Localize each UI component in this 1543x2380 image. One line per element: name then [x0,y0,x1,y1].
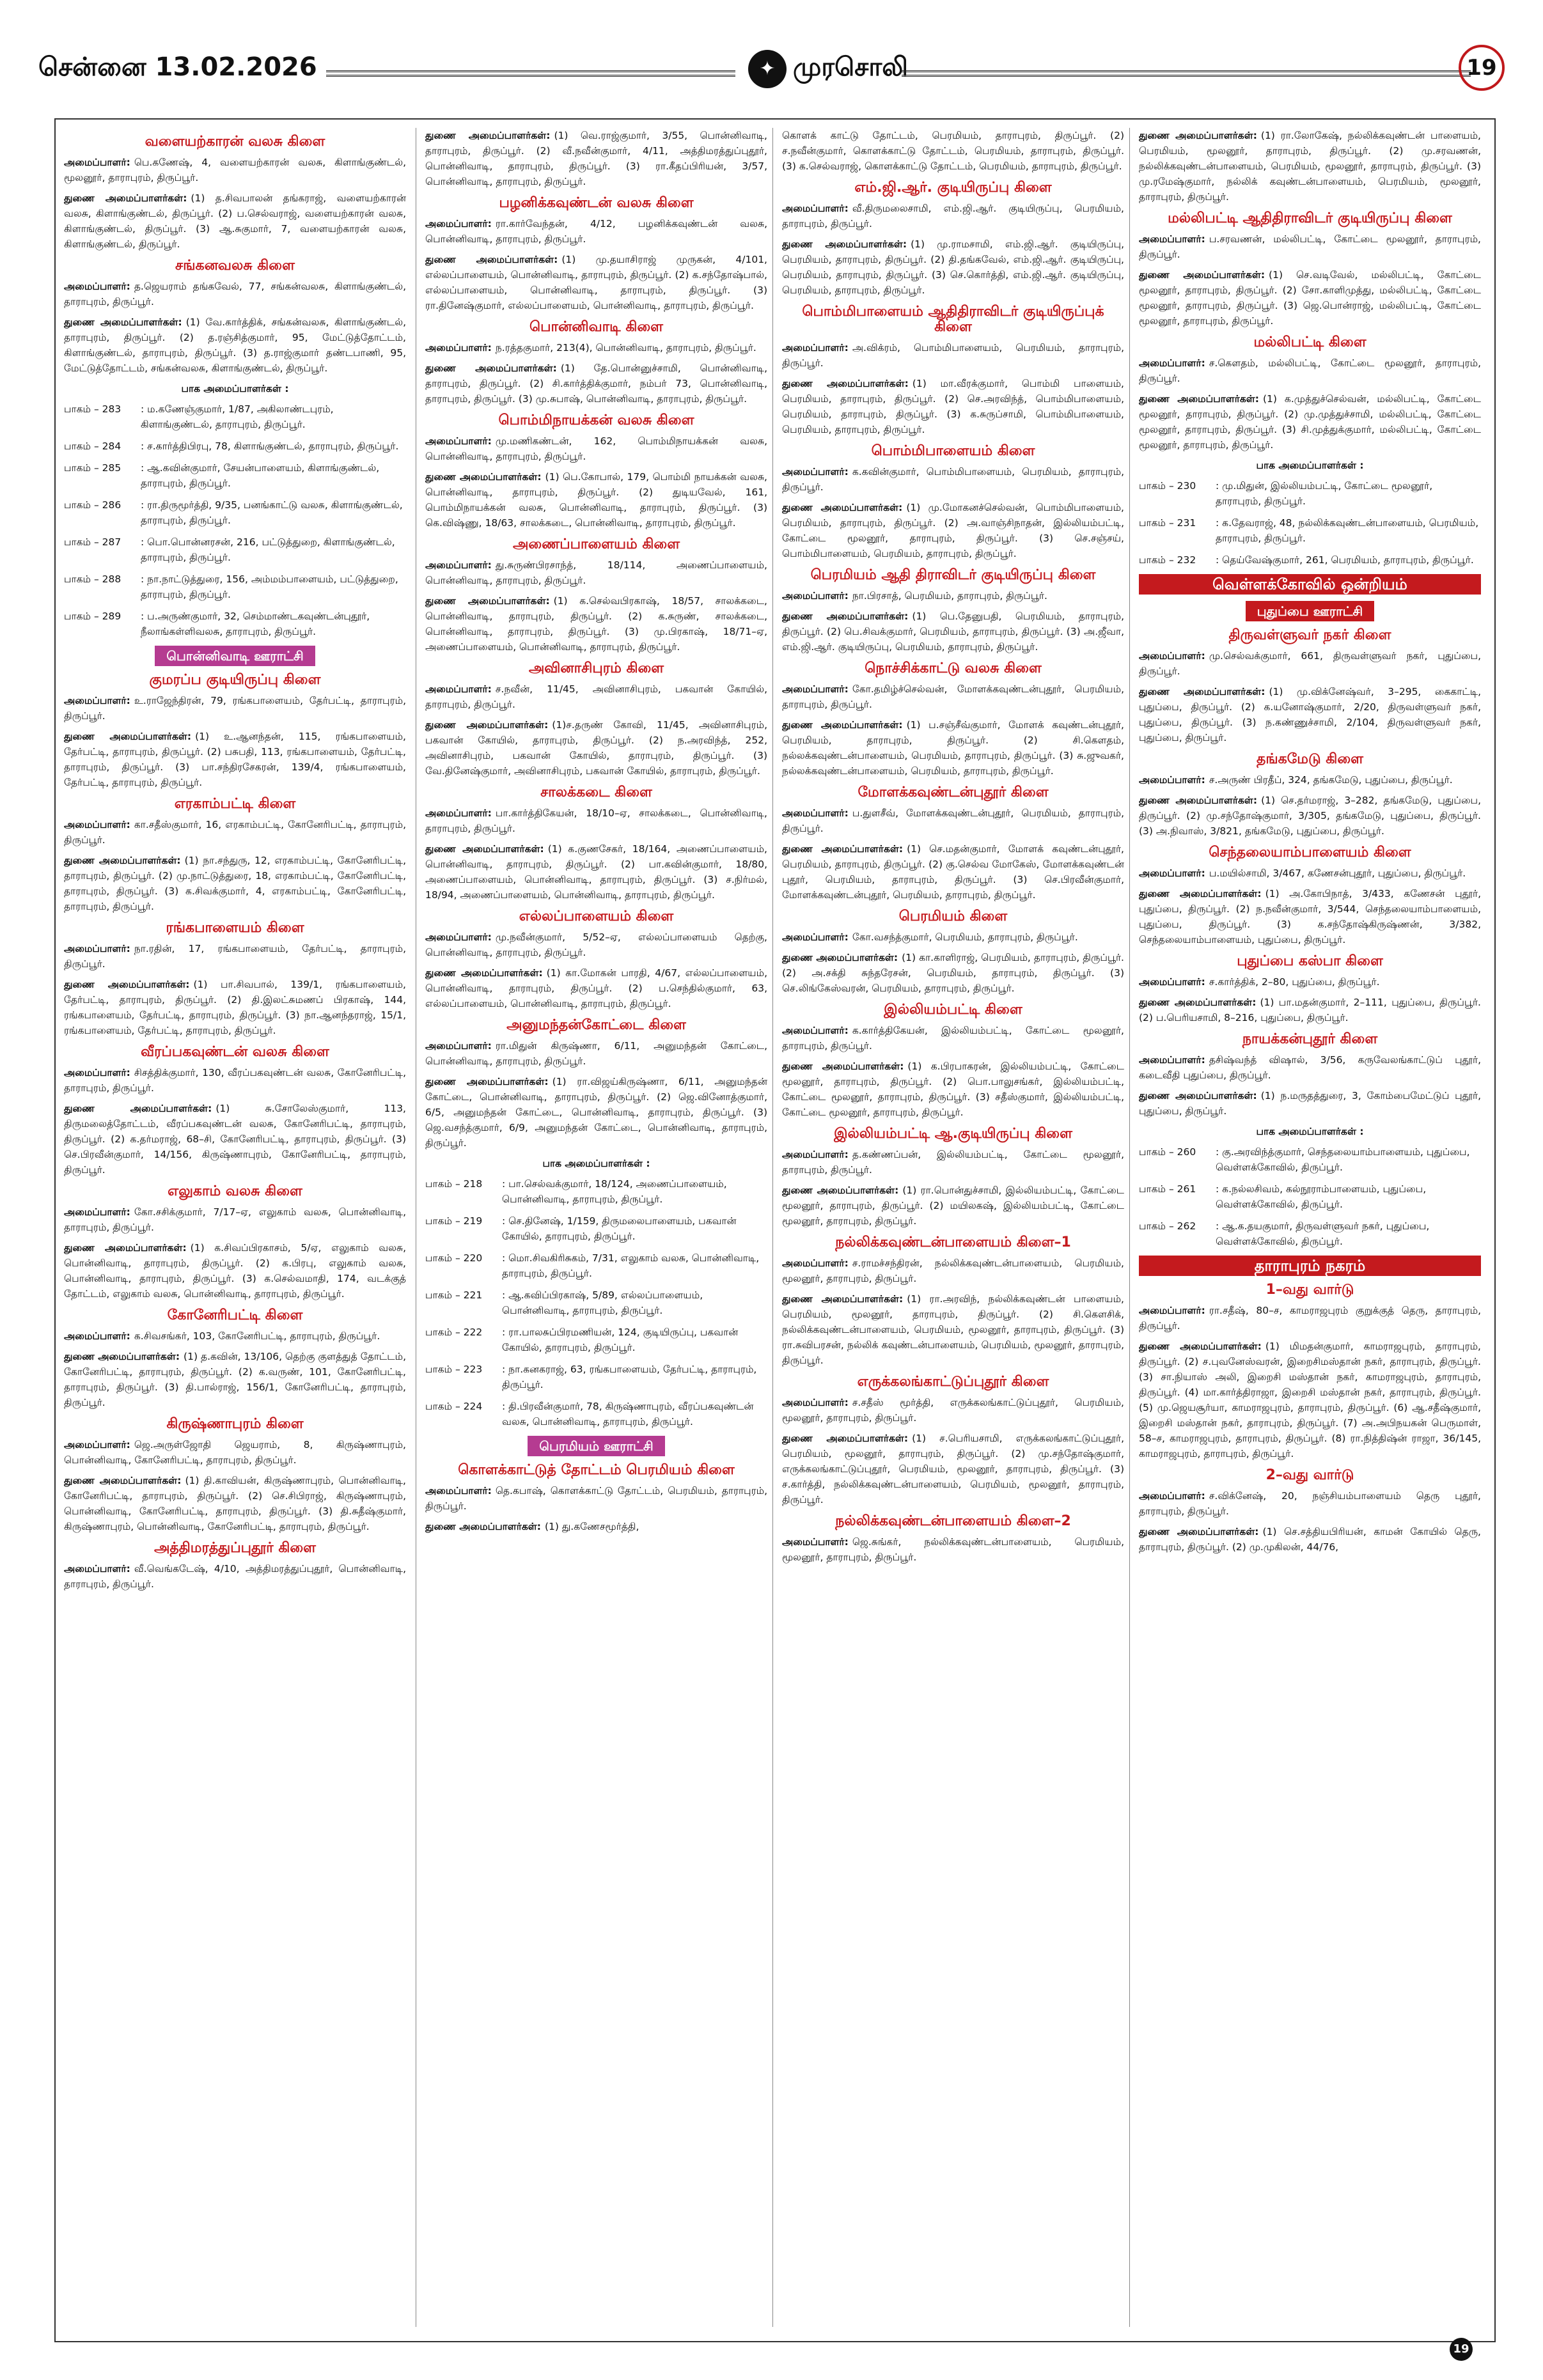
branch-organizer: அமைப்பாளர்: வீ.வெங்கடேஷ், 4/10, அத்திமரத்துப்புதூர், பொன்னிவாடி, தாராபுரம், திருப்பூர். [64,1563,406,1590]
union-band: வெள்ளக்கோவில் ஒன்றியம் [1139,574,1481,595]
branch-organizer: அமைப்பாளர்: ரா.மிதுன் கிருஷ்ணா, 6/11, அனுமந்தன் கோட்டை, பொன்னிவாடி, தாராபுரம், திருப்பூர். [425,1040,767,1067]
branch-title: அனுமந்தன்கோட்டை கிளை [506,1017,686,1033]
branch-title: சங்கனவலசு கிளை [175,258,295,274]
booth-row: பாகம் – 222 : ரா.பாலசுப்பிரமணியன், 124, குடியிருப்பு, பகவான் கோயில், தாராபுரம், திருப்பூர். [425,1326,739,1353]
branch-title: பழனிக்கவுண்டன் வலசு கிளை [499,195,694,211]
branch-deputies: துணை அமைப்பாளர்கள்: (1) பெ.கோபால், 179, பொம்மி நாயக்கன் வலசு, பொன்னிவாடி, தாராபுரம், திருப்பூர். (2) துடியவேல், 161, பொம்மிநாயக்கன் வலசு, பொன்னிவாடி, தாராபுரம், திருப்பூர். (3) கெ.விஷ்ணு, 18/63, சாலக்கடை, பொன்னிவாடி, தாராபுரம், திருப்பூர். [425,471,767,529]
booth-row: பாகம் – 262 : ஆ.க.தயகுமார், திருவள்ளுவர் நகர், புதுப்பை, வெள்ளக்கோவில், திருப்பூர். [1139,1220,1430,1247]
branch-deputies: துணை அமைப்பாளர்கள்: (1) பா.மதன்குமார், 2–111, புதுப்பை, திருப்பூர். (2) ப.பெரியசாமி, 8–216, புதுப்பை, திருப்பூர். [1139,997,1481,1023]
branch-title: பொம்மிபாளையம் கிளை [871,443,1035,459]
branch-deputies: துணை அமைப்பாளர்கள்: (1) து.கணேசமூர்த்தி, [425,1521,639,1532]
branch-title: மோளக்கவுண்டன்புதூர் கிளை [858,784,1049,800]
branch-title: எல்லப்பாளையம் கிளை [519,908,674,924]
booth-row: பாகம் – 223 : நா.கனகராஜ், 63, ரங்கபாளையம், தேர்பட்டி, தாராபுரம், திருப்பூர். [425,1364,757,1390]
continued-text: கொளக் காட்டு தோட்டம், பெரமியம், தாராபுரம், திருப்பூர். (2) ச.நவீன்குமார், கொளக்காட்டு தோட்டம், பெரமியம், தாராபுரம், திருப்பூர். (3) க.செல்வராஜ், கொளக்காட்டு தோட்டம், பெரமியம், தாராபுரம், திருப்பூர். [782,130,1124,172]
panchayat-band: புதுப்பை ஊராட்சி [1246,601,1374,621]
branch-deputies: துணை அமைப்பாளர்கள்: (1) மு.ராமசாமி, எம்.ஜி.ஆர். குடியிருப்பு, பெரமியம், தாராபுரம், திருப்பூர். (2) தி.தங்கவேல், எம்.ஜி.ஆர். குடியிருப்பு, பெரமியம், தாராபுரம், திருப்பூர். (3) செ.கொர்த்தி, எம்.ஜி.ஆர். குடியிருப்பு, பெரமியம், தாராபுரம், திருப்பூர். [782,238,1124,296]
branch-organizer: அமைப்பாளர்: கோ.தமிழ்ச்செல்வன், மோளக்கவுண்டன்புதூர், பெரமியம், தாராபுரம், திருப்பூர். [782,683,1124,710]
branch-deputies: துணை அமைப்பாளர்கள்: (1) வெ.ராஜ்குமார், 3/55, பொன்னிவாடி, தாராபுரம், திருப்பூர். (2) வீ.நவீன்குமார், 4/11, அத்திமரத்துப்புதூர், பொன்னிவாடி, தாராபுரம், திருப்பூர். (3) ரா.கீதப்பிரியன், 3/57, பொன்னிவாடி, தாராபுரம், திருப்பூர். [425,130,767,187]
branch-deputies: துணை அமைப்பாளர்கள்: (1) ரா.அரவிந், நல்லிக்கவுண்டன் பாளையம், பெரமியம், மூலனூர், தாராபுரம், திருப்பூர். (2) சி.கௌசிக், நல்லிக்கவுண்டன்பாளையம், பெரமியம், மூலனூர், தாராபுரம், திருப்பூர். (3) ரா.சுவிபரசன், நல்லிக் கவுண்டன்பாளையம், பெரமியம், மூலனூர், தாராபுரம், திருப்பூர். [782,1293,1124,1366]
branch-deputies: துணை அமைப்பாளர்கள்: (1) மு.மோகனச்செல்வன், பொம்மிபாளையம், பெரமியம், தாராபுரம், திருப்பூர். (2) அ.வாஞ்சிநாதன், இல்லியம்பட்டி, கோட்டை மூலனூர், தாராபுரம், திருப்பூர். (3) செ.சஞ்சய், பொம்மிபாளையம், பெரமியம், தாராபுரம், திருப்பூர். [782,502,1124,559]
booth-row: பாகம் – 230 : மு.மிதுன், இல்லியம்பட்டி, கோட்டை மூலனூர், தாராபுரம், திருப்பூர். [1139,480,1433,507]
branch-organizer: அமைப்பாளர்: மு.செல்வக்குமார், 661, திருவள்ளுவர் நகர், புதுப்பை, திருப்பூர். [1139,650,1481,677]
branch-title: வீரப்பகவுண்டன் வலசு கிளை [141,1044,329,1060]
branch-title: புதுப்பை கஸ்பா கிளை [1237,953,1383,969]
booth-row: பாகம் – 287 : பொ.பொன்னரசன், 216, பட்டுத்துறை, கிளாங்குண்டல், தாராபுரம், திருப்பூர். [64,536,395,563]
branch-title: ரங்கபாளையம் கிளை [166,920,304,936]
branch-title: எரகாம்பட்டி கிளை [174,796,296,812]
booth-row: பாகம் – 231 : க.தேவராஜ், 48, நல்லிக்கவுண்டன்பாளையம், பெரமியம், தாராபுரம், திருப்பூர். [1139,517,1479,544]
branch-title: எருக்கலங்காட்டுப்புதூர் கிளை [857,1374,1049,1390]
branch-organizer: அமைப்பாளர்: ச.விக்னேஷ், 20, நஞ்சியம்பாளையம் தெரு புதூர், தாராபுரம், திருப்பூர். [1139,1490,1481,1517]
branch-title: அணைப்பாளையம் கிளை [512,536,680,552]
branch-organizer: அமைப்பாளர்: மு.நவீன்குமார், 5/52–ஏ, எல்லப்பாளையம் தெற்கு, பொன்னிவாடி, தாராபுரம், திருப்பூர். [425,931,767,958]
branch-title: இல்லியம்பட்டி கிளை [884,1002,1022,1018]
booth-row: பாகம் – 260 : கு.அரவிந்த்குமார், செந்தலையாம்பாளையம், புதுப்பை, வெள்ளக்கோவில், திருப்பூர். [1139,1146,1470,1173]
branch-deputies: துணை அமைப்பாளர்கள்: (1) பெ.தேனுபதி, பெரமியம், தாராபுரம், திருப்பூர். (2) பெ.சிவக்குமார், பெரமியம், தாராபுரம், திருப்பூர். (3) அ.ஜீவா, எம்.ஜி.ஆர். குடியிருப்பு, பெரமியம், தாராபுரம், திருப்பூர். [782,611,1124,653]
branch-organizer: அமைப்பாளர்: தெ.கபாஷ், கொளக்காட்டு தோட்டம், பெரமியம், தாராபுரம், திருப்பூர். [425,1485,767,1512]
booth-row: பாகம் – 284 : ச.கார்த்திபிரபு, 78, கிளாங்குண்டல், தாராபுரம், திருப்பூர். [64,440,399,452]
branch-organizer: அமைப்பாளர்: ஜெ.சுங்கர், நல்லிக்கவுண்டன்பாளையம், பெரமியம், மூலனூர், தாராபுரம், திருப்பூர். [782,1536,1124,1563]
branch-organizer: அமைப்பாளர்: க.சிவசங்கர், 103, கோனேரிபட்டி, தாராபுரம், திருப்பூர். [64,1330,380,1342]
branch-organizer: அமைப்பாளர்: ச.நவீன், 11/45, அவினாசிபுரம், பகவான் கோயில், தாராபுரம், திருப்பூர். [425,683,767,710]
page-number-badge: 19 [1459,45,1505,91]
booth-row: பாகம் – 218 : பா.செல்வக்குமார், 18/124, அணைப்பாளையம், பொன்னிவாடி, தாராபுரம், திருப்பூர். [425,1178,727,1205]
footer-page-number: 19 [1450,2338,1473,2361]
branch-title: மல்லிபட்டி ஆதிதிராவிடர் குடியிருப்பு கிளை [1168,210,1452,226]
header-rule-right [902,70,1471,77]
branch-deputies: துணை அமைப்பாளர்கள்: (1) மிமதன்குமார், காமராஜபுரம், தாராபுரம், திருப்பூர். (2) ச.புவனேஸ்வரன், இறைசிமஸ்தான் நகர், தாராபுரம், திருப்பூர். (3) சா.நியாஸ் அலி, இறைசி மஸ்தான் நகர், காமராஜபுரம், தாராபுரம், திருப்பூர். (4) மா.கார்த்திராஜா, இறைசி மஸ்தான் நகர், தாராபுரம், திருப்பூர். (5) மு.ஜெயசூர்யா, காமராஜபுரம், தாராபுரம், திருப்பூர். (6) ஆ.சதீஷ்குமார், இறைசி மஸ்தான் நகர், தாராபுரம், திருப்பூர். (7) அ.அபிநயகன் பெருமாள், 58–ச, காமராஜபுரம், தாராபுரம், திருப்பூர். (8) ரா.நித்திஷ்ன் ராஜா, 36/145, காமராஜபுரம், தாராபுரம், திருப்பூர். [1139,1341,1481,1459]
ward-title: 2–வது வார்டு [1265,1467,1354,1483]
booth-row: பாகம் – 286 : ரா.திருமூர்த்தி, 9/35, பனங்காட்டு வலசு, கிளாங்குண்டல், தாராபுரம், திருப்பூர். [64,499,403,526]
branch-deputies: துணை அமைப்பாளர்கள்: (1) மு.தயாசிராஜ் முருகன், 4/101, எல்லப்பாளையம், பொன்னிவாடி, தாராபுரம், திருப்பூர். (2) க.சந்தோஷ்பால், எல்லப்பாளையம், பொன்னிவாடி, தாராபுரம், திருப்பூர். (3) ரா.தினேஷ்குமார், எல்லப்பாளையம், பொன்னிவாடி, தாராபுரம், திருப்பூர். [425,254,767,311]
booth-row: பாகம் – 288 : நா.நாட்டுத்துரை, 156, அம்மம்பாளையம், பட்டுத்துறை, தாராபுரம், திருப்பூர். [64,573,398,600]
branch-organizer: அமைப்பாளர்: ச.கார்த்திக், 2–80, புதுப்பை, திருப்பூர். [1139,976,1380,988]
branch-deputies: துணை அமைப்பாளர்கள்: (1) ரா.பொன்துச்சாமி, இல்லியம்பட்டி, கோட்டை மூலனூர், தாராபுரம், திருப்பூர். (2) மயிலகஷ், இல்லியம்பட்டி, கோட்டை மூலனூர், தாராபுரம், திருப்பூர். [782,1185,1124,1227]
branch-organizer: அமைப்பாளர்: ச.அருண் பிரதீப், 324, தங்கமேடு, புதுப்பை, திருப்பூர். [1139,774,1453,786]
branch-title: கிருஷ்ணாபுரம் கிளை [166,1416,304,1432]
branch-deputies: துணை அமைப்பாளர்கள்: (1) செ.மதன்குமார், மோளக் கவுண்டன்புதூர், பெரமியம், தாராபுரம், திருப்பூர். (2) கு.செல்வ மோகேஸ், மோளக்கவுண்டன் புதூர், பெரமியம், தாராபுரம், திருப்பூர். (3) செ.பிரவீன்குமார், மோளக்கவுண்டன்புதூர், பெரமியம், தாராபுரம், திருப்பூர். [782,843,1124,901]
branch-organizer: அமைப்பாளர்: ரா.கார்வேந்தன், 4/12, பழனிக்கவுண்டன் வலசு, பொன்னிவாடி, தாராபுரம், திருப்பூர். [425,218,767,245]
booth-row: பாகம் – 261 : க.நல்லசிவம், கல்நூராம்பாளையம், புதுப்பை, வெள்ளக்கோவில், திருப்பூர். [1139,1183,1427,1210]
branch-organizer: அமைப்பாளர்: பா.கார்த்திகேயன், 18/10–ஏ, சாலக்கடை, பொன்னிவாடி, தாராபுரம், திருப்பூர். [425,807,767,834]
branch-deputies: துணை அமைப்பாளர்கள்: (1) த.சிவபாலன் தங்கராஜ், வளையற்காரன் வலசு, கிளாங்குண்டல், திருப்பூர். (2) ப.செல்வராஜ், வளையற்காரன் வலசு, கிளாங்குண்டல், திருப்பூர். (3) ஆ.சுகுமார், 7, வளையற்காரன் வலசு, கிளாங்குண்டல், திருப்பூர். [64,192,406,250]
branch-deputies: துணை அமைப்பாளர்கள்: (1) ரா.லோகேஷ், நல்லிக்கவுண்டன் பாளையம், பெரமியம், மூலனூர், தாராபுரம், திருப்பூர். (2) மு.சரவணன், நல்லிக்கவுண்டன்பாளையம், பெரமியம், மூலனூர், தாராபுரம், திருப்பூர். (3) மு.ரமேஷ்குமார், நல்லிக் கவுண்டன்பாளையம், பெரமியம், மூலனூர், தாராபுரம், திருப்பூர். [1139,130,1481,203]
branch-title: எம்.ஜி.ஆர். குடியிருப்பு கிளை [854,180,1052,196]
branch-title: நொச்சிக்காட்டு வலசு கிளை [865,660,1042,676]
branch-title: கோனேரிபட்டி கிளை [167,1307,303,1323]
branch-organizer: அமைப்பாளர்: ஜெ.அருள்ஜோதி ஜெயராம், 8, கிருஷ்ணாபுரம், பொன்னிவாடி, கோனேரிபட்டி, தாராபுரம், திருப்பூர். [64,1439,406,1466]
branch-deputies: துணை அமைப்பாளர்கள்: (1) கா.மோகன் பாரதி, 4/67, எல்லப்பாளையம், பொன்னிவாடி, தாராபுரம், திருப்பூர். (2) ப.செந்தில்குமார், 63, எல்லப்பாளையம், பொன்னிவாடி, தாராபுரம், திருப்பூர். [425,967,767,1009]
branch-organizer: அமைப்பாளர்: வீ.திருமலைசாமி, எம்.ஜி.ஆர். குடியிருப்பு, பெரமியம், தாராபுரம், திருப்பூர். [782,203,1124,229]
branch-title: தங்கமேடு கிளை [1257,751,1363,767]
town-band: தாராபுரம் நகரம் [1139,1256,1481,1276]
branch-title: பொம்மிநாயக்கன் வலசு கிளை [498,412,694,428]
branch-title: பொன்னிவாடி கிளை [529,319,664,335]
branch-organizer: அமைப்பாளர்: பெ.கணேஷ், 4, வளையற்காரன் வலசு, கிளாங்குண்டல், மூலனூர், தாராபுரம், திருப்பூர். [64,157,406,183]
branch-deputies: துணை அமைப்பாளர்கள்: (1) கா.காளிராஜ், பெரமியம், தாராபுரம், திருப்பூர். (2) அ.சக்தி சுந்தரேசன், பெரமியம், தாராபுரம், திருப்பூர். (3) செ.லிங்கேஸ்வரன், பெரமியம், தாராபுரம், திருப்பூர். [782,952,1124,994]
branch-deputies: துணை அமைப்பாளர்கள்: (1) நா.சந்துரு, 12, எரகாம்பட்டி, கோனேரிபட்டி, தாராபுரம், திருப்பூர். (2) மு.நாட்டுத்துரை, 18, எரகாம்பட்டி, கோனேரிபட்டி, தாராபுரம், திருப்பூர். (3) க.சிவக்குமார், 4, எரகாம்பட்டி, கோனேரிபட்டி, தாராபுரம், திருப்பூர். [64,855,406,912]
branch-title: வளையற்காரன் வலசு கிளை [145,134,325,150]
paper-logo-icon: ✦ [748,50,787,88]
branch-title: இல்லியம்பட்டி ஆ.குடியிருப்பு கிளை [834,1126,1072,1142]
branch-deputies: துணை அமைப்பாளர்கள்: (1) பா.சிவபால், 139/1, ரங்கபாளையம், தேர்பட்டி, தாராபுரம், திருப்பூர். (2) தி.இலட்சுமணப் பிரகாஷ், 144, ரங்கபாளையம், தேர்பட்டி, தாராபுரம், திருப்பூர். (3) நா.ஆனந்தராஜ், 15/1, ரங்கபாளையம், தேர்பட்டி, தாராபுரம், திருப்பூர். [64,979,406,1036]
branch-organizer: அமைப்பாளர்: து.சுருண்பிரசாந்த், 18/114, அணைப்பாளையம், பொன்னிவாடி, தாராபுரம், திருப்பூர். [425,559,767,586]
branch-title: நல்லிக்கவுண்டன்பாளையம் கிளை–1 [835,1234,1071,1250]
branch-organizer: அமைப்பாளர்: சிசத்திக்குமார், 130, வீரப்பகவுண்டன் வலசு, கோனேரிபட்டி, தாராபுரம், திருப்பூர். [64,1067,406,1094]
branch-organizer: அமைப்பாளர்: க.கார்த்திகேயன், இல்லியம்பட்டி, கோட்டை மூலனூர், தாராபுரம், திருப்பூர். [782,1025,1124,1052]
branch-title: நல்லிக்கவுண்டன்பாளையம் கிளை–2 [835,1513,1071,1529]
branch-organizer: அமைப்பாளர்: கோ.வசந்த்குமார், பெரமியம், தாராபுரம், திருப்பூர். [782,931,1078,943]
newspaper-name: முரசொலி [793,52,908,82]
branch-deputies: துணை அமைப்பாளர்கள்: (1) ப.சஞ்சீவ்குமார், மோளக் கவுண்டன்புதூர், பெரமியம், தாராபுரம், திருப்பூர். (2) சி.கௌதம், நல்லக்கவுண்டன்பாளையம், பெரமியம், தாராபுரம், திருப்பூர். (3) சு.ஜுவகர், நல்லக்கவுண்டன்பாளையம், பெரமியம், தாராபுரம், திருப்பூர். [782,719,1124,777]
page-header [38,45,1505,102]
branch-title: எலுகாம் வலசு கிளை [168,1183,302,1199]
branch-title: பொம்மிபாளையம் ஆதிதிராவிடர் குடியிருப்புக் கிளை [802,304,1104,335]
booth-row: பாகம் – 285 : ஆ.கவின்குமார், சேயன்பாளையம், கிளாங்குண்டல், தாராபுரம், திருப்பூர். [64,462,380,489]
branch-title: செந்தலையாம்பாளையம் கிளை [1209,844,1411,860]
branch-organizer: அமைப்பாளர்: க.கவின்குமார், பொம்மிபாளையம், பெரமியம், தாராபுரம், திருப்பூர். [782,466,1124,493]
booth-row: பாகம் – 224 : தி.பிரவீன்குமார், 78, கிருஷ்ணாபுரம், வீரப்பகவுண்டன் வலசு, பொன்னிவாடி, தாராபுரம், திருப்பூர். [425,1401,754,1427]
column-divider [772,128,773,2327]
branch-organizer: அமைப்பாளர்: ரா.சதீஷ், 80–ச, காமராஜபுரம் குறுக்குத் தெரு, தாராபுரம், திருப்பூர். [1139,1305,1481,1332]
branch-organizer: அமைப்பாளர்: ச.ராமச்சந்திரன், நல்லிக்கவுண்டன்பாளையம், பெரமியம், மூலனூர், தாராபுரம், திருப்பூர். [782,1257,1124,1284]
column-divider [1129,128,1130,2327]
branch-deputies: துணை அமைப்பாளர்கள்: (1) செ.தர்மராஜ், 3–282, தங்கமேடு, புதுப்பை, திருப்பூர். (2) மு.சந்தோஷ்குமார், 3/305, தங்கமேடு, புதுப்பை, திருப்பூர். (3) அ.நிவாஸ், 3/821, தங்கமேடு, புதுப்பை, திருப்பூர். [1139,795,1481,837]
branch-deputies: துணை அமைப்பாளர்கள்: (1) மா.வீரக்குமார், பொம்மி பாளையம், பெரமியம், தாராபுரம், திருப்பூர். (2) செ.அரவிந்த், பொம்மிபாளையம், பெரமியம், தாராபுரம், திருப்பூர். (3) க.சுருப்சாமி, பொம்மிபாளையம், பெரமியம், தாராபுரம், திருப்பூர். [782,378,1124,435]
branch-deputies: துணை அமைப்பாளர்கள்: (1) சு.சோலேஸ்குமார், 113, திருமலைத்தோட்டம், வீரப்பகவுண்டன் வலசு, கோனேரிபட்டி, தாராபுரம், திருப்பூர். (2) க.தர்மராஜ், 68–சி, கோனேரிபட்டி, தாராபுரம், திருப்பூர். (3) செ.பிரவீன்குமார், 14/156, கிருஷ்ணாபுரம், கோனேரிபட்டி, தாராபுரம், திருப்பூர். [64,1103,406,1176]
branch-organizer: அமைப்பாளர்: நா.ரதின், 17, ரங்கபாளையம், தேர்பட்டி, தாராபுரம், திருப்பூர். [64,943,406,970]
panchayat-band: பெரமியம் ஊராட்சி [528,1436,664,1456]
column-1 [64,128,406,2327]
branch-organizer: அமைப்பாளர்: உ.ராஜேந்திரன், 79, ரங்கபாளையம், தேர்பட்டி, தாராபுரம், திருப்பூர். [64,695,406,722]
booth-row: பாகம் – 219 : செ.தினேஷ், 1/159, திருமலைபாளையம், பகவான் கோயில், தாராபுரம், திருப்பூர். [425,1215,737,1242]
column-4 [1139,128,1481,2327]
branch-deputies: துணை அமைப்பாளர்கள்: (1) ரா.விஜய்கிருஷ்ணா, 6/11, அனுமந்தன் கோட்டை, பொன்னிவாடி, தாராபுரம், திருப்பூர். (2) ஜெ.வினோத்குமார், 6/5, அனுமந்தன் கோட்டை, பொன்னிவாடி, தாராபுரம், திருப்பூர். (3) ஜெ.வசந்த்குமார், 6/9, அனுமந்தன் கோட்டை, பொன்னிவாடி, தாராபுரம், திருப்பூர். [425,1076,767,1149]
branch-organizer: அமைப்பாளர்: கோ.சசிக்குமார், 7/17–ஏ, எலுகாம் வலசு, பொன்னிவாடி, தாராபுரம், திருப்பூர். [64,1206,406,1233]
branch-organizer: அமைப்பாளர்: ப.சரவணன், மல்லிபட்டி, கோட்டை மூலனூர், தாராபுரம், திருப்பூர். [1139,233,1481,260]
branch-organizer: அமைப்பாளர்: ந.ரத்தகுமார், 213(4), பொன்னிவாடி, தாராபுரம், திருப்பூர். [425,342,756,354]
branch-title: நாயக்கன்புதூர் கிளை [1242,1031,1378,1047]
booth-heading: பாக அமைப்பாளர்கள் : [1256,1126,1364,1137]
branch-organizer: அமைப்பாளர்: அ.விக்ரம், பொம்மிபாளையம், பெரமியம், தாராபுரம், திருப்பூர். [782,342,1124,369]
branch-deputies: துணை அமைப்பாளர்கள்: (1)ச.தருண் கோவி, 11/45, அவினாசிபுரம், பகவான் கோயில், தாராபுரம், திருப்பூர். (2) ந.அரவிந்த், 252, அவினாசிபுரம், பகவான் கோயில், தாராபுரம், திருப்பூர். (3) வே.தினேஷ்குமார், அவினாசிபுரம், பகவான் கோயில், தாராபுரம், திருப்பூர். [425,719,767,777]
booth-row: பாகம் – 220 : மொ.சிவகிரிசுகம், 7/31, எலுகாம் வலசு, பொன்னிவாடி, தாராபுரம், திருப்பூர். [425,1252,760,1279]
branch-title: திருவள்ளுவர் நகர் கிளை [1228,627,1391,643]
ward-title: 1–வது வார்டு [1265,1282,1354,1298]
booth-heading: பாக அமைப்பாளர்கள் : [181,383,289,394]
branch-organizer: அமைப்பாளர்: தசிஷ்வந்த் விஷால், 3/56, கருவேலங்காட்டுப் புதூர், கடைவீதி புதுப்பை, திருப்பூர். [1139,1054,1481,1081]
header-rule-left [326,70,735,77]
booth-heading: பாக அமைப்பாளர்கள் : [542,1158,650,1169]
booth-row: பாகம் – 283 : ம.கணேஞ்குமார், 1/87, அகிலாண்டபுரம், கிளாங்குண்டல், தாராபுரம், திருப்பூர். [64,403,334,430]
booth-row: பாகம் – 232 : தெய்வேஷ்குமார், 261, பெரமியம், தாராபுரம், திருப்பூர். [1139,554,1474,566]
branch-deputies: துணை அமைப்பாளர்கள்: (1) க.குணசேகர், 18/164, அணைப்பாளையம், பொன்னிவாடி, தாராபுரம், திருப்பூர். (2) பா.கவின்குமார், 18/80, அணைப்பாளையம், பொன்னிவாடி, தாராபுரம், திருப்பூர். (3) ச.நிர்மல், 18/94, அணைப்பாளையம், பொன்னிவாடி, தாராபுரம், திருப்பூர். [425,843,767,901]
branch-organizer: அமைப்பாளர்: கா.சதீஸ்குமார், 16, எரகாம்பட்டி, கோனேரிபட்டி, தாராபுரம், திருப்பூர். [64,819,406,846]
header-date: சென்னை 13.02.2026 [38,52,317,82]
branch-title: பெரமியம் ஆதி திராவிடர் குடியிருப்பு கிளை [810,567,1096,583]
branch-deputies: துணை அமைப்பாளர்கள்: (1) க.பிரபாகரன், இல்லியம்பட்டி, கோட்டை மூலனூர், தாராபுரம், திருப்பூர். (2) பொ.பாலுசங்கர், இல்லியம்பட்டி, கோட்டை மூலனூர், தாராபுரம், திருப்பூர். (3) சதீஸ்குமார், இல்லியம்பட்டி, கோட்டை மூலனூர், தாராபுரம், திருப்பூர். [782,1061,1124,1118]
branch-organizer: அமைப்பாளர்: ச.சதீஸ் மூர்த்தி, எருக்கலங்காட்டுப்புதூர், பெரமியம், மூலனூர், தாராபுரம், திருப்பூர். [782,1397,1124,1424]
branch-deputies: துணை அமைப்பாளர்கள்: (1) செ.வடிவேல், மல்லிபட்டி, கோட்டை மூலனூர், தாராபுரம், திருப்பூர். (2) சோ.காளிமுத்து, மல்லிபட்டி, கோட்டை மூலனூர், தாராபுரம், திருப்பூர். (3) ஜெ.பொன்ராஜ், மல்லிபட்டி, கோட்டை மூலனூர், தாராபுரம், திருப்பூர். [1139,269,1481,327]
branch-title: மல்லிபட்டி கிளை [1253,334,1367,350]
branch-deputies: துணை அமைப்பாளர்கள்: (1) ச.பெரியசாமி, எருக்கலங்காட்டுப்புதூர், பெரமியம், மூலனூர், தாராபுரம், திருப்பூர். (2) மு.சந்தோஷ்குமார், எருக்கலங்காட்டுப்புதூர், பெரமியம், மூலனூர், தாராபுரம், திருப்பூர். (3) ச.கார்த்தி, நல்லிக்கவுண்டன்பாளையம், பெரமியம், மூலனூர், தாராபுரம், திருப்பூர். [782,1433,1124,1505]
branch-deputies: துணை அமைப்பாளர்கள்: (1) உ.ஆனந்தன், 115, ரங்கபாளையம், தேர்பட்டி, தாராபுரம், திருப்பூர். (2) பசுபதி, 113, ரங்கபாளையம், தேர்பட்டி, தாராபுரம், திருப்பூர். (3) பா.சந்திரசேகரன், 139/4, ரங்கபாளையம், தேர்பட்டி, தாராபுரம், திருப்பூர். [64,731,406,788]
branch-organizer: அமைப்பாளர்: ப.மயில்சாமி, 3/467, கணேசன்புதூர், புதுப்பை, திருப்பூர். [1139,867,1466,879]
branch-deputies: துணை அமைப்பாளர்கள்: (1) ந.மருதத்துரை, 3, கோம்பைமேட்டுப் புதூர், புதுப்பை, திருப்பூர். [1139,1090,1481,1117]
branch-deputies: துணை அமைப்பாளர்கள்: (1) தி.காவியன், கிருஷ்ணாபுரம், பொன்னிவாடி, கோனேரிபட்டி, தாராபுரம், திருப்பூர். (2) செ.சிபிராஜ், கிருஷ்ணாபுரம், பொன்னிவாடி, கோனேரிபட்டி, தாராபுரம், திருப்பூர். (3) தி.சுதீஷ்குமார், கிருஷ்ணாபுரம், பொன்னிவாடி, கோனேரிபட்டி, தாராபுரம், திருப்பூர். [64,1475,406,1532]
branch-title: கொளக்காட்டுத் தோட்டம் பெரமியம் கிளை [458,1462,735,1478]
branch-deputies: துணை அமைப்பாளர்கள்: (1) அ.கோபிநாத், 3/433, கணேசன் புதூர், புதுப்பை, திருப்பூர். (2) ந.நவீன்குமார், 3/544, செந்தலையாம்பாளையம், புதுப்பை, திருப்பூர். (3) க.சந்தோஷ்கிருஷ்ணன், 3/382, செந்தலையாம்பாளையம், புதுப்பை, திருப்பூர். [1139,888,1481,945]
branch-organizer: அமைப்பாளர்: ப.துளசீவ், மோளக்கவுண்டன்புதூர், பெரமியம், தாராபுரம், திருப்பூர். [782,807,1124,834]
branch-deputies: துணை அமைப்பாளர்கள்: (1) க.சிவப்பிரகாசம், 5/ஏ, எலுகாம் வலசு, பொன்னிவாடி, தாராபுரம், திருப்பூர். (2) க.பிரபு, எலுகாம் வலசு, பொன்னிவாடி, தாராபுரம், திருப்பூர். (3) க.செல்வமாதி, 174, வடக்குத் தோட்டம், எலுகாம் வலசு, பொன்னிவாடி, தாராபுரம், திருப்பூர். [64,1242,406,1300]
branch-organizer: அமைப்பாளர்: த.கண்ணப்பன், இல்லியம்பட்டி, கோட்டை மூலனூர், தாராபுரம், திருப்பூர். [782,1149,1124,1176]
branch-deputies: துணை அமைப்பாளர்கள்: (1) செ.சத்தியபிரியன், காமன் கோயில் தெரு, தாராபுரம், திருப்பூர். (2) மு.முகிலன், 44/76, [1139,1526,1481,1553]
booth-row: பாகம் – 221 : ஆ.கவிப்பிரகாஷ், 5/89, எல்லப்பாளையம், பொன்னிவாடி, தாராபுரம், திருப்பூர். [425,1289,703,1316]
branch-title: அத்திமரத்துப்புதூர் கிளை [153,1540,317,1556]
booth-row: பாகம் – 289 : ப.அருண்குமார், 32, செம்மாண்டகவுண்டன்புதூர், நீலாங்கள்ளிவலசு, தாராபுரம், திருப்பூர். [64,611,370,637]
booth-heading: பாக அமைப்பாளர்கள் : [1256,460,1364,471]
branch-deputies: துணை அமைப்பாளர்கள்: (1) த.கவின், 13/106, தெற்கு குளத்துத் தோட்டம், கோனேரிபட்டி, தாராபுரம், திருப்பூர். (2) க.வருண், 101, கோனேரிபட்டி, தாராபுரம், திருப்பூர். (3) தி.பால்ராஜ், 156/1, கோனேரிபட்டி, தாராபுரம், திருப்பூர். [64,1351,406,1408]
branch-deputies: துணை அமைப்பாளர்கள்: (1) தே.பொன்னுச்சாமி, பொன்னிவாடி, தாராபுரம், திருப்பூர். (2) சி.கார்த்திக்குமார், நம்பர் 73, பொன்னிவாடி, தாராபுரம், திருப்பூர். (3) மு.சுபாஷ், பொன்னிவாடி, தாராபுரம், திருப்பூர். [425,362,767,405]
branch-title: குமரப்ப குடியிருப்பு கிளை [149,672,321,688]
branch-title: பெரமியம் கிளை [898,908,1008,924]
branch-deputies: துணை அமைப்பாளர்கள்: (1) க.செல்வபிரகாஷ், 18/57, சாலக்கடை, பொன்னிவாடி, தாராபுரம், திருப்பூர். (2) க.சுருண், சாலக்கடை, பொன்னிவாடி, தாராபுரம், திருப்பூர். (3) மு.பிரகாஷ், 18/71–ஏ, அணைப்பாளையம், பொன்னிவாடி, தாராபுரம், திருப்பூர். [425,595,767,653]
branch-deputies: துணை அமைப்பாளர்கள்: (1) வே.கார்த்திக், சங்கன்வலசு, கிளாங்குண்டல், தாராபுரம், திருப்பூர். (2) த.ரஞ்சித்குமார், 95, மேட்டுத்தோட்டம், கிளாங்குண்டல், தாராபுரம், திருப்பூர். (3) த.ராஜ்குமார் தண்டபாணி, 95, மேட்டுத்தோட்டம், சங்கன்வலசு, கிளாங்குண்டல், திருப்பூர். [64,316,406,374]
column-3 [782,128,1124,2327]
branch-organizer: அமைப்பாளர்: நா.பிரசாத், பெரமியம், தாராபுரம், திருப்பூர். [782,590,1047,602]
panchayat-band: பொன்னிவாடி ஊராட்சி [155,646,315,666]
branch-organizer: அமைப்பாளர்: ச.கௌதம், மல்லிபட்டி, கோட்டை மூலனூர், தாராபுரம், திருப்பூர். [1139,357,1481,384]
column-2 [425,128,767,2327]
branch-organizer: அமைப்பாளர்: த.ஜெயராம் தங்கவேல், 77, சங்கன்வலசு, கிளாங்குண்டல், தாராபுரம், திருப்பூர். [64,281,406,307]
branch-title: அவினாசிபுரம் கிளை [528,660,664,676]
branch-deputies: துணை அமைப்பாளர்கள்: (1) மு.விக்னேஷ்வர், 3–295, கைகாட்டி, புதுப்பை, திருப்பூர். (2) க.யனோஷ்குமார், 2/20, திருவள்ளுவர் நகர், புதுப்பை, திருப்பூர். (3) ந.கண்ணுச்சாமி, 2/104, திருவள்ளுவர் நகர், புதுப்பை, திருப்பூர். [1139,686,1481,743]
branch-title: சாலக்கடை கிளை [540,784,652,800]
branch-organizer: அமைப்பாளர்: மு.மணிகண்டன், 162, பொம்மிநாயக்கன் வலசு, பொன்னிவாடி, தாராபுரம், திருப்பூர். [425,435,767,462]
branch-deputies: துணை அமைப்பாளர்கள்: (1) க.முத்துச்செல்வன், மல்லிபட்டி, கோட்டை மூலனூர், தாராபுரம், திருப்பூர். (2) மு.முத்துச்சாமி, மல்லிபட்டி, கோட்டை மூலனூர், தாராபுரம், திருப்பூர். (3) சி.முத்துக்குமார், மல்லிபட்டி, கோட்டை மூலனூர், தாராபுரம், திருப்பூர். [1139,393,1481,451]
